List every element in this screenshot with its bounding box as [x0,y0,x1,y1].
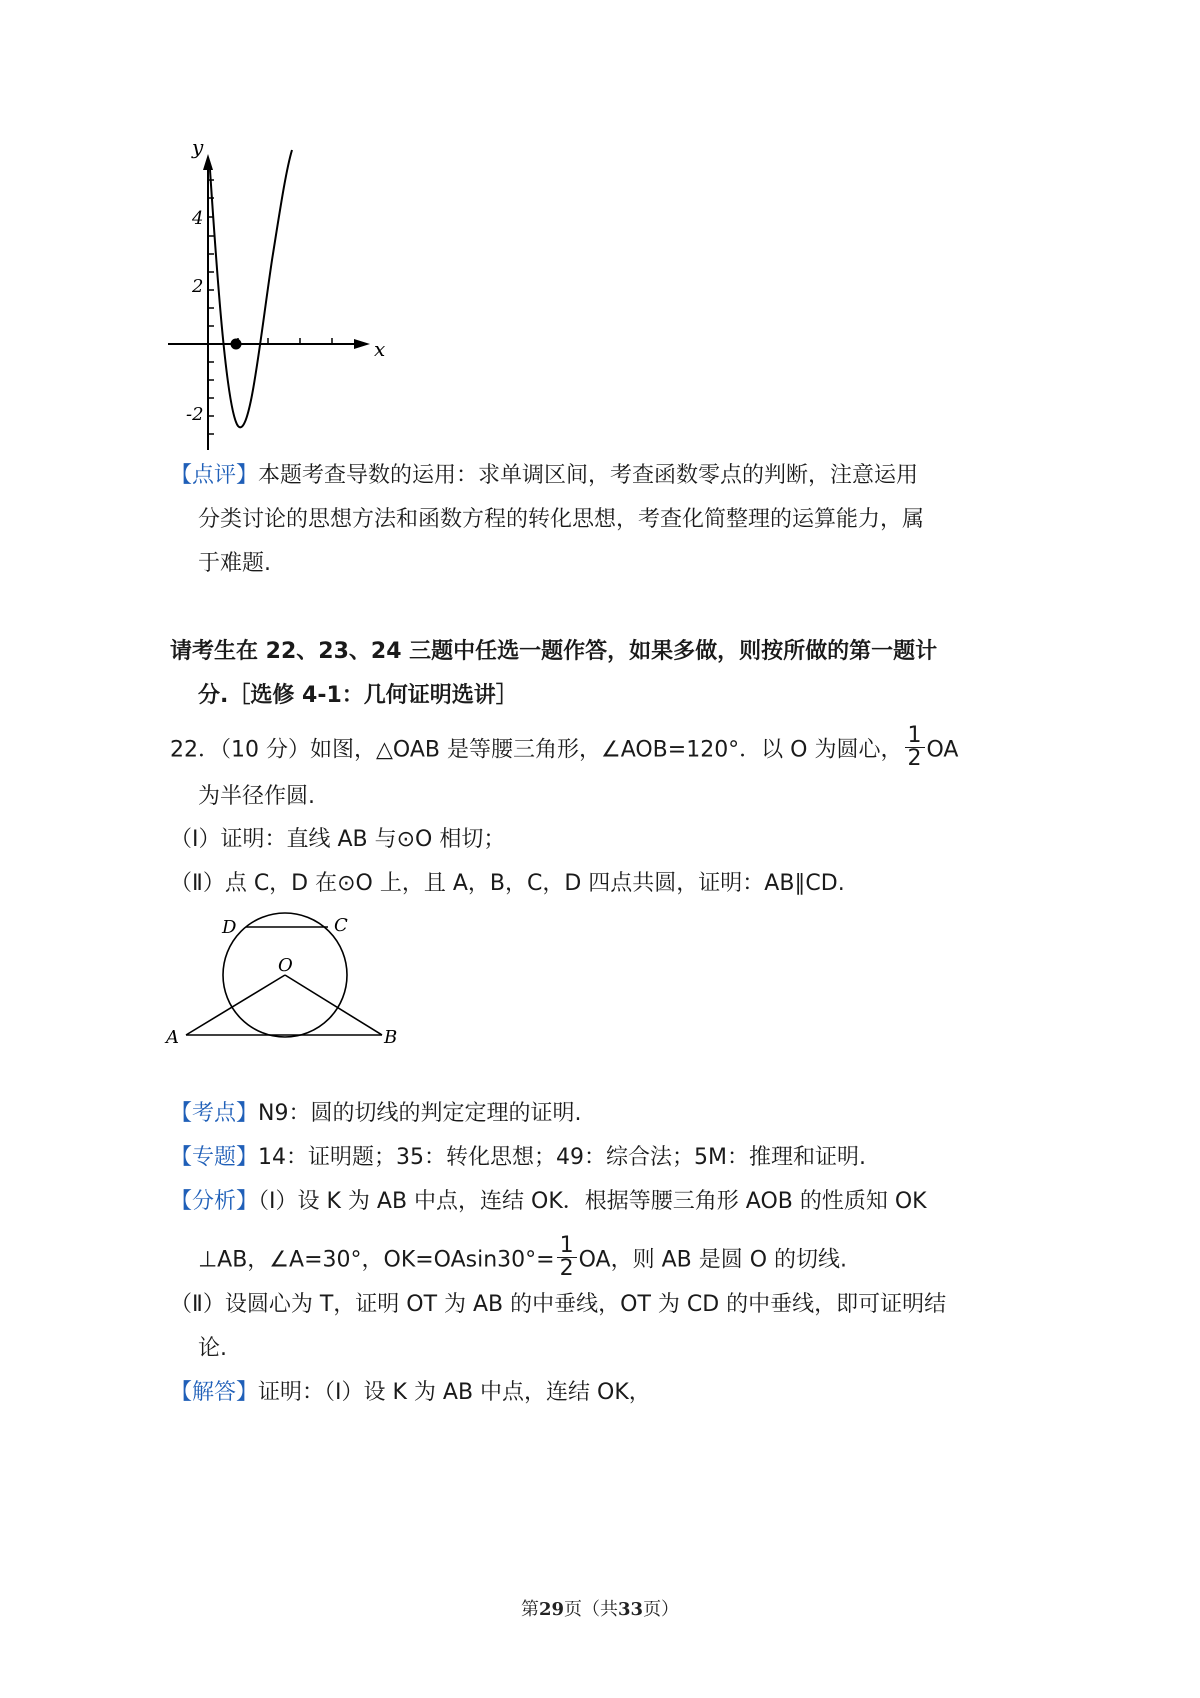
label-a: A [166,1027,179,1048]
fenxi-fraction-denominator: 2 [559,1256,574,1281]
problem-part-1-text: （Ⅰ）证明：直线 AB 与⊙O 相切； [170,827,506,852]
segment-ob [285,975,382,1035]
problem-line-1 [170,723,959,773]
problem-part-2 [170,869,845,899]
fenxi-text-2a: ⊥AB，∠A=30°，OK=OAsin30°= [198,1247,555,1273]
comment-text-1: 本题考查导数的运用：求单调区间，考查函数零点的判断，注意运用 [258,463,919,488]
problem-text-1a: 22．（10 分）如图，△OAB 是等腰三角形，∠AOB=120°．以 O 为圆心， [170,737,903,763]
jieda-tag: 【解答】 [170,1380,259,1405]
footer-mid: 页（共 [564,1599,618,1620]
fenxi-text-4: 论. [198,1336,227,1361]
problem-part-1 [170,825,505,855]
footer-total-pages: 33 [618,1599,644,1620]
instruction-line-1 [170,637,937,667]
segment-oa [186,975,285,1035]
problem-part-2-text: （Ⅱ）点 C，D 在⊙O 上，且 A，B，C，D 四点共圆，证明：AB∥CD. [170,871,845,896]
comment-line-1 [170,461,918,491]
footer-post: 页） [643,1599,680,1620]
footer-pre: 第 [520,1599,539,1620]
kaodian-text: N9：圆的切线的判定定理的证明. [258,1101,582,1126]
instruction-text-2: 分.［选修 4-1：几何证明选讲］ [198,683,518,708]
fenxi-line-2 [198,1233,848,1283]
zhuanti-tag: 【专题】 [170,1145,259,1170]
fenxi-tag: 【分析】 [170,1189,259,1214]
fraction-denominator: 2 [907,746,922,771]
comment-tag: 【点评】 [170,463,259,488]
jieda-line [170,1378,651,1408]
y-axis-label: y [192,140,204,159]
function-curve [210,150,292,427]
kaodian-tag: 【考点】 [170,1101,259,1126]
zhuanti-text: 14：证明题；35：转化思想；49：综合法；5M：推理和证明. [258,1145,866,1170]
jieda-text: 证明：（Ⅰ）设 K 为 AB 中点，连结 OK， [258,1380,651,1405]
comment-line-3 [198,549,271,579]
comment-text-3: 于难题. [198,551,271,576]
page-footer [0,1595,1200,1621]
instruction-text-1: 请考生在 22、23、24 三题中任选一题作答，如果多做，则按所做的第一题计 [170,639,938,664]
x-axis-arrow [354,339,370,349]
problem-line-2 [198,782,315,812]
tick-label-2: 2 [192,276,204,297]
problem-text-1b: OA [926,737,959,763]
fenxi-fraction-numerator: 1 [557,1235,577,1258]
problem-text-2: 为半径作圆. [198,784,315,809]
footer-page-number: 29 [538,1599,564,1620]
zero-point [231,339,242,350]
tick-label-minus-2: -2 [186,404,204,425]
geometry-figure [160,905,410,1055]
comment-line-2 [198,505,924,535]
fenxi-line-1 [170,1187,927,1217]
instruction-line-2 [198,681,518,711]
fenxi-fraction-half [557,1235,577,1280]
label-o: O [278,955,293,976]
fenxi-text-1: （Ⅰ）设 K 为 AB 中点，连结 OK．根据等腰三角形 AOB 的性质知 OK [258,1189,927,1214]
label-b: B [384,1027,398,1048]
fenxi-line-4 [198,1334,227,1364]
fenxi-line-3 [170,1290,946,1320]
label-d: D [222,917,237,938]
fenxi-text-3: （Ⅱ）设圆心为 T，证明 OT 为 AB 的中垂线，OT 为 CD 的中垂线，即可证明结 [170,1292,947,1317]
label-c: C [334,915,348,936]
tick-label-4: 4 [192,208,204,229]
fenxi-text-2b: OA，则 AB 是圆 O 的切线. [578,1247,848,1273]
fraction-half [905,725,925,770]
function-graph [160,140,400,460]
y-axis-arrow [203,154,213,170]
x-axis-label: x [374,337,386,361]
zhuanti-line [170,1143,866,1173]
kaodian-line [170,1099,581,1129]
comment-text-2: 分类讨论的思想方法和函数方程的转化思想，考查化简整理的运算能力，属 [198,507,925,532]
fraction-numerator: 1 [905,725,925,748]
